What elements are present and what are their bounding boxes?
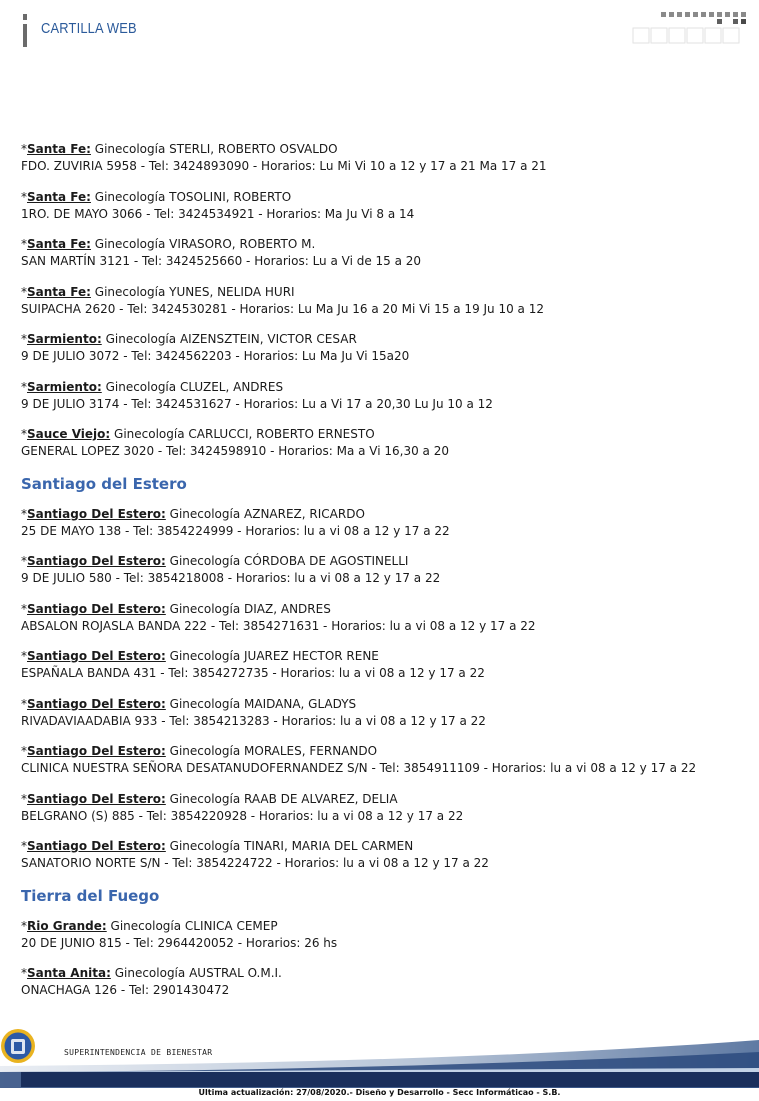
entry-details: ESPAÑALA BANDA 431 - Tel: 3854272735 - Horarios: lu a vi 08 a 12 y 17 a 22 [21,666,485,680]
listing-entry [21,791,741,825]
entry-specialty: Ginecología [169,839,241,853]
entry-specialty: Ginecología [169,601,241,616]
entry-provider-name: AUSTRAL O.M.I. [189,966,282,980]
entry-location-link[interactable]: Santiago Del Estero: [27,791,166,806]
entry-specialty: Ginecología [114,427,185,441]
entry-provider-name: JUAREZ HECTOR RENE [244,649,379,663]
entry-details: ONACHAGA 126 - Tel: 2901430472 [21,983,230,997]
entry-header-line: *Santiago Del Estero: Ginecología MORALES, FERNANDO [21,744,378,758]
entry-header-line: *Sauce Viejo: Ginecología CARLUCCI, ROBERTO ERNESTO [21,427,375,441]
entry-header-line: *Santiago Del Estero: Ginecología JUAREZ HECTOR RENE [21,649,379,663]
entry-specialty: Ginecología [94,284,166,299]
entry-specialty: Ginecología [110,918,182,933]
entry-specialty: Ginecología [169,649,241,663]
entry-header-line: *Santiago Del Estero: Ginecología AZNAREZ, RICARDO [21,506,365,521]
listing-entry [21,696,741,730]
entry-details: RIVADAVIAADABIA 933 - Tel: 3854213283 - Horarios: lu a vi 08 a 12 y 17 a 22 [21,713,486,728]
entry-location-link[interactable]: Santiago Del Estero: [27,506,166,521]
entry-provider-name: AZNAREZ, RICARDO [244,506,365,521]
entry-location-link[interactable]: Sarmiento: [27,332,102,346]
entry-specialty: Ginecología [94,142,166,156]
entry-specialty: Ginecología [169,506,241,521]
entry-provider-name: TINARI, MARIA DEL CARMEN [244,839,414,853]
listing-entry [21,601,741,635]
entry-provider-name: CLUZEL, ANDRES [179,379,284,394]
entry-details: 9 DE JULIO 580 - Tel: 3854218008 - Horarios: lu a vi 08 a 12 y 17 a 22 [21,571,441,585]
entry-details: SAN MARTÍN 3121 - Tel: 3424525660 - Horarios: Lu a Vi de 15 a 20 [21,254,422,268]
entry-header-line: *Santiago Del Estero: Ginecología CÓRDOBA DE AGOSTINELLI [21,554,409,568]
listing-entry [21,648,741,682]
header-title: CARTILLA WEB [41,20,137,37]
entry-provider-name: YUNES, NELIDA HURI [169,284,295,299]
entry-specialty: Ginecología [169,554,241,568]
header-decoration-icon [631,10,751,46]
listing-entry [21,426,741,460]
entry-location-link[interactable]: Santa Fe: [27,237,91,251]
entry-location-link[interactable]: Santiago Del Estero: [27,744,166,758]
listing-entry [21,743,741,777]
entry-header-line: *Sarmiento: Ginecología AIZENSZTEIN, VICTOR CESAR [21,332,357,346]
entry-details: ABSALON ROJASLA BANDA 222 - Tel: 3854271631 - Horarios: lu a vi 08 a 12 y 17 a 22 [21,618,536,633]
listing-entry [21,236,741,270]
entry-header-line: *Santiago Del Estero: Ginecología DIAZ, ANDRES [21,601,331,616]
entry-header-line: *Sarmiento: Ginecología CLUZEL, ANDRES [21,379,284,394]
province-heading[interactable]: Tierra del Fuego [21,886,160,905]
entry-location-link[interactable]: Santa Anita: [27,966,111,980]
entry-provider-name: MORALES, FERNANDO [244,744,378,758]
entry-provider-name: RAAB DE ALVAREZ, DELIA [244,791,398,806]
page-footer [0,1028,759,1101]
entry-provider-name: AIZENSZTEIN, VICTOR CESAR [179,332,357,346]
listing-entry [21,965,741,999]
entry-header-line: *Santiago Del Estero: Ginecología TINARI, MARIA DEL CARMEN [21,839,414,853]
listing-entry [21,284,741,318]
entry-specialty: Ginecología [114,966,186,980]
entry-location-link[interactable]: Santa Fe: [27,284,91,299]
seal-logo-icon [0,1028,36,1064]
entry-provider-name: CÓRDOBA DE AGOSTINELLI [244,554,409,568]
entry-details: 1RO. DE MAYO 3066 - Tel: 3424534921 - Horarios: Ma Ju Vi 8 a 14 [21,206,415,221]
entry-location-link[interactable]: Sarmiento: [27,379,102,394]
entry-specialty: Ginecología [169,791,241,806]
entry-header-line: *Santiago Del Estero: Ginecología RAAB DE ALVAREZ, DELIA [21,791,398,806]
listing-entry [21,553,741,587]
entry-location-link[interactable]: Santa Fe: [27,189,91,204]
entry-provider-name: MAIDANA, GLADYS [244,696,357,711]
entry-provider-name: TOSOLINI, ROBERTO [169,189,292,204]
entry-provider-name: CARLUCCI, ROBERTO ERNESTO [188,427,375,441]
listing-entry [21,379,741,413]
entry-specialty: Ginecología [94,189,166,204]
listing-content [21,141,741,1013]
entry-location-link[interactable]: Santa Fe: [27,142,91,156]
entry-location-link[interactable]: Santiago Del Estero: [27,554,166,568]
entry-details: SUIPACHA 2620 - Tel: 3424530281 - Horarios: Lu Ma Ju 16 a 20 Mi Vi 15 a 19 Ju 10 a 12 [21,301,544,316]
listing-entry [21,141,741,175]
entry-location-link[interactable]: Santiago Del Estero: [27,601,166,616]
listing-entry [21,918,741,952]
entry-details: CLINICA NUESTRA SEÑORA DESATANUDOFERNANDEZ S/N - Tel: 3854911109 - Horarios: lu a vi 08 a 12 y 17 a 22 [21,761,697,775]
entry-header-line: *Santa Fe: Ginecología STERLI, ROBERTO OSVALDO [21,142,338,156]
entry-location-link[interactable]: Sauce Viejo: [27,427,111,441]
footer-update-text: Ultima actualización: 27/08/2020.- Diseño y Desarrollo - Secc Informáticao - S.B. [198,1088,561,1097]
province-heading[interactable]: Santiago del Estero [21,474,187,493]
entry-specialty: Ginecología [169,744,241,758]
entry-details: 25 DE MAYO 138 - Tel: 3854224999 - Horarios: lu a vi 08 a 12 y 17 a 22 [21,523,450,538]
footer-wave-graphic [0,1028,759,1088]
entry-specialty: Ginecología [105,379,177,394]
entry-details: 9 DE JULIO 3072 - Tel: 3424562203 - Horarios: Lu Ma Ju Vi 15a20 [21,349,410,363]
listing-entry [21,506,741,540]
entry-location-link[interactable]: Santiago Del Estero: [27,696,166,711]
entry-provider-name: VIRASORO, ROBERTO M. [169,237,316,251]
entry-provider-name: CLINICA CEMEP [184,918,278,933]
header-accent-bar [23,14,27,47]
entry-details: 20 DE JUNIO 815 - Tel: 2964420052 - Horarios: 26 hs [21,935,338,950]
entry-details: SANATORIO NORTE S/N - Tel: 3854224722 - Horarios: lu a vi 08 a 12 y 17 a 22 [21,856,489,870]
page-header [0,0,759,60]
entry-location-link[interactable]: Santiago Del Estero: [27,649,166,663]
entry-header-line: *Rio Grande: Ginecología CLINICA CEMEP [21,918,278,933]
entry-details: GENERAL LOPEZ 3020 - Tel: 3424598910 - Horarios: Ma a Vi 16,30 a 20 [21,444,449,458]
listing-entry [21,838,741,872]
listing-entry [21,331,741,365]
listing-entry [21,189,741,223]
entry-location-link[interactable]: Santiago Del Estero: [27,839,166,853]
entry-header-line: *Santa Fe: Ginecología TOSOLINI, ROBERTO [21,189,292,204]
entry-details: 9 DE JULIO 3174 - Tel: 3424531627 - Horarios: Lu a Vi 17 a 20,30 Lu Ju 10 a 12 [21,396,493,411]
entry-location-link[interactable]: Rio Grande: [27,918,107,933]
entry-provider-name: DIAZ, ANDRES [244,601,331,616]
entry-details: FDO. ZUVIRIA 5958 - Tel: 3424893090 - Horarios: Lu Mi Vi 10 a 12 y 17 a 21 Ma 17 a 21 [21,159,547,173]
entry-header-line: *Santa Fe: Ginecología YUNES, NELIDA HURI [21,284,295,299]
entry-provider-name: STERLI, ROBERTO OSVALDO [169,142,338,156]
entry-header-line: *Santa Anita: Ginecología AUSTRAL O.M.I. [21,966,282,980]
entry-specialty: Ginecología [94,237,166,251]
entry-specialty: Ginecología [105,332,177,346]
entry-specialty: Ginecología [169,696,241,711]
entry-details: BELGRANO (S) 885 - Tel: 3854220928 - Horarios: lu a vi 08 a 12 y 17 a 22 [21,808,464,823]
footer-organization: SUPERINTENDENCIA DE BIENESTAR [64,1048,213,1057]
entry-header-line: *Santiago Del Estero: Ginecología MAIDANA, GLADYS [21,696,357,711]
entry-header-line: *Santa Fe: Ginecología VIRASORO, ROBERTO M. [21,237,316,251]
